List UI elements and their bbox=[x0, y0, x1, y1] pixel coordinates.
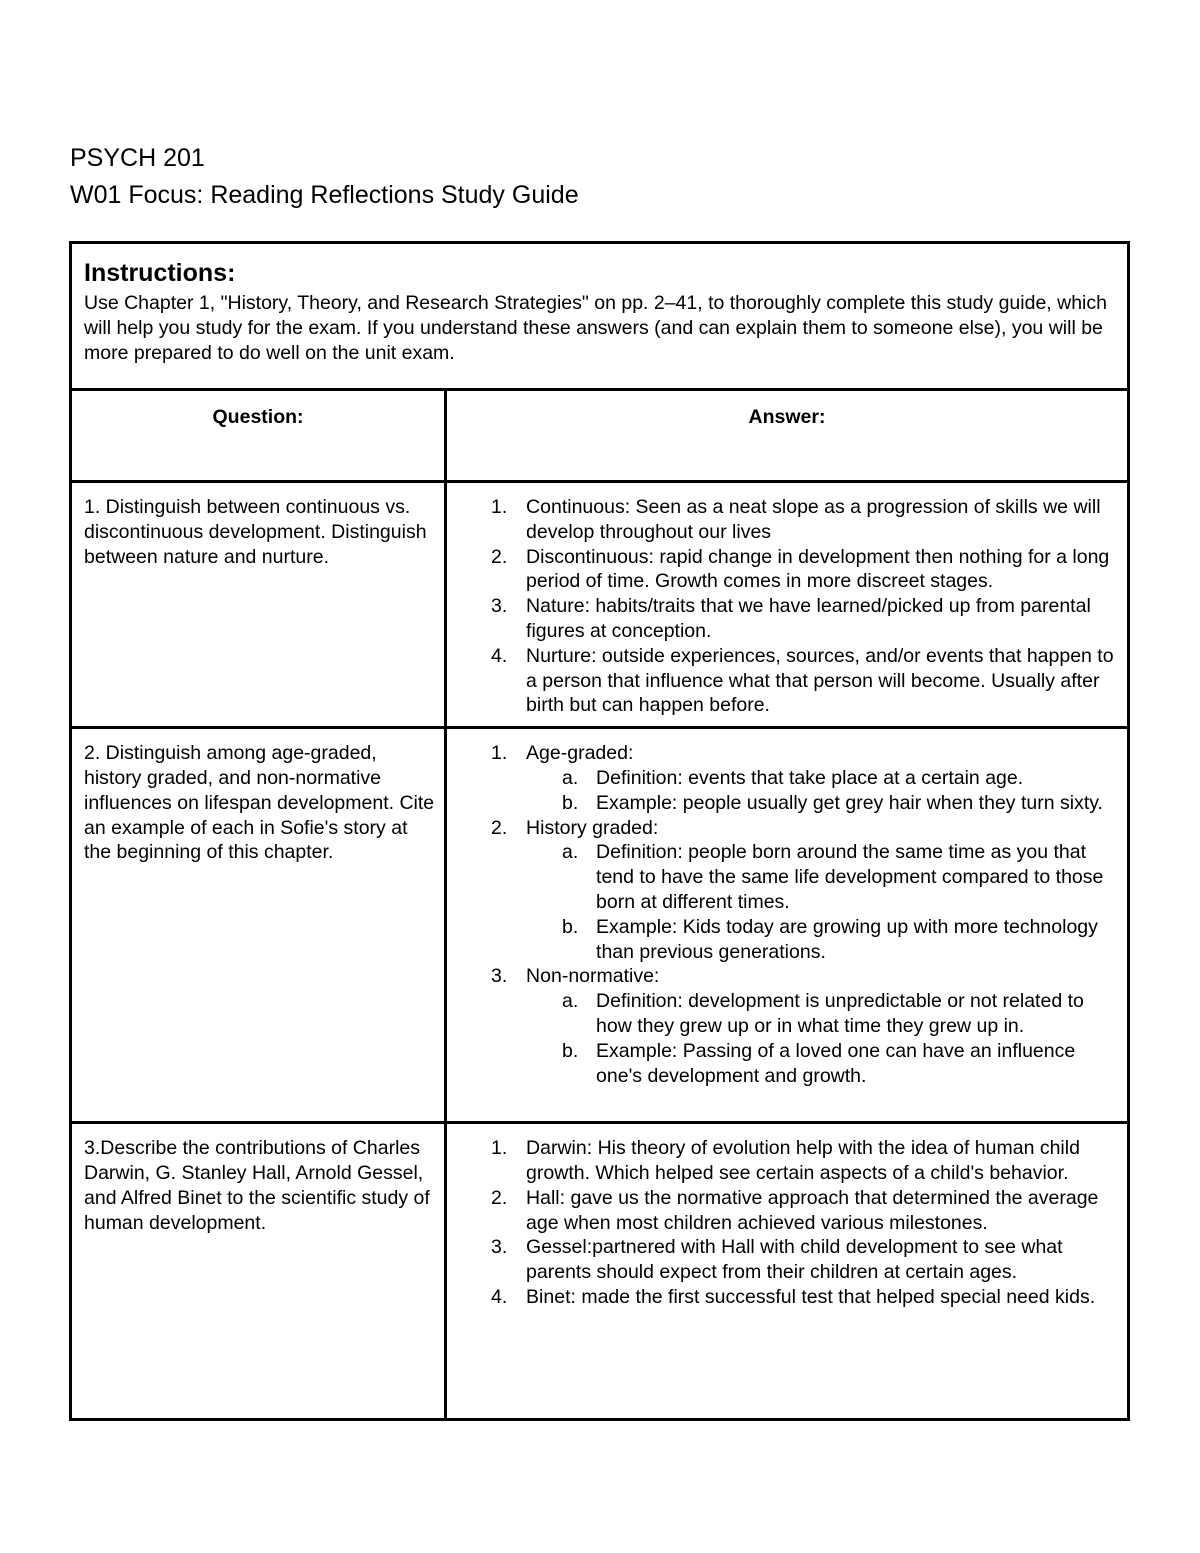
list-item bbox=[447, 495, 1121, 545]
sub-item-letter: a. bbox=[562, 766, 579, 789]
item-number: 1. bbox=[491, 496, 508, 518]
item-text: History graded: bbox=[526, 816, 659, 839]
answer-list bbox=[447, 1136, 1121, 1310]
item-text: Age-graded: bbox=[526, 742, 634, 765]
item-number: 4. bbox=[491, 1285, 508, 1308]
sub-list-item bbox=[526, 989, 1121, 1039]
answer-list bbox=[447, 741, 1121, 1088]
item-number: 1. bbox=[491, 1137, 508, 1160]
list-item bbox=[447, 741, 1121, 815]
question-cell: 3.Describe the contributions of Charles Darwin, G. Stanley Hall, Arnold Gessel, and Alfred Binet to the scientific study of human development. bbox=[71, 1123, 446, 1420]
item-number: 2. bbox=[491, 545, 508, 568]
sub-item-text: Definition: people born around the same time as you that tend to have the same life development compared to those born at different times. bbox=[596, 841, 1104, 913]
list-item bbox=[447, 644, 1121, 718]
table-row bbox=[71, 482, 1129, 728]
item-text: Hall: gave us the normative approach that determined the average age when most children achieved various milestones. bbox=[526, 1186, 1099, 1234]
list-item bbox=[447, 1186, 1121, 1236]
sub-list bbox=[526, 989, 1121, 1088]
answer-cell bbox=[446, 482, 1129, 728]
instructions-row bbox=[71, 243, 1129, 390]
sub-list-item bbox=[526, 840, 1121, 914]
item-number: 3. bbox=[491, 965, 508, 988]
question-cell: 2. Distinguish among age-graded, history graded, and non-normative influences on lifespan development. Cite an example of each in Sofie's story at the beginning of this chapter. bbox=[71, 728, 446, 1123]
sub-list-item bbox=[526, 915, 1121, 965]
study-guide-table bbox=[69, 241, 1130, 1421]
item-text: Nurture: outside experiences, sources, and/or events that happen to a person that influence what that person will become. Usually after birth but can happen before. bbox=[526, 644, 1114, 717]
table-row bbox=[71, 1123, 1129, 1420]
item-number: 3. bbox=[491, 595, 508, 618]
item-text: Gessel:partnered with Hall with child development to see what parents should expect from their children at certain ages. bbox=[526, 1236, 1063, 1284]
item-text: Binet: made the first successful test that helped special need kids. bbox=[526, 1285, 1096, 1308]
item-text: Nature: habits/traits that we have learned/picked up from parental figures at conception. bbox=[526, 595, 1091, 642]
instructions-text: Use Chapter 1, "History, Theory, and Research Strategies" on pp. 2–41, to thoroughly complete this study guide, which will help you study for the exam. If you understand these answers (and can explain them to someone else), you will be more prepared to do well on the unit exam. bbox=[84, 292, 1107, 364]
instructions-heading: Instructions: bbox=[84, 259, 236, 287]
item-text: Continuous: Seen as a neat slope as a progression of skills we will develop throughout our lives bbox=[526, 496, 1101, 543]
sub-item-text: Example: Passing of a loved one can have an influence one's development and growth. bbox=[596, 1039, 1076, 1087]
item-number: 1. bbox=[491, 742, 508, 765]
table-row bbox=[71, 728, 1129, 1123]
list-item bbox=[447, 816, 1121, 965]
sub-item-letter: a. bbox=[562, 990, 579, 1013]
instructions-cell bbox=[71, 243, 1129, 390]
answer-column-header: Answer: bbox=[446, 390, 1129, 482]
item-text: Discontinuous: rapid change in development then nothing for a long period of time. Growth comes in more discreet stages. bbox=[526, 545, 1110, 593]
item-text: Non-normative: bbox=[526, 965, 660, 988]
sub-list-item bbox=[526, 766, 1121, 791]
question-cell: 1. Distinguish between continuous vs. discontinuous development. Distinguish between nature and nurture. bbox=[71, 482, 446, 728]
sub-list bbox=[526, 840, 1121, 964]
sub-item-text: Example: people usually get grey hair when they turn sixty. bbox=[596, 791, 1103, 814]
document-header bbox=[70, 140, 579, 214]
list-item bbox=[447, 545, 1121, 595]
column-header-row bbox=[71, 390, 1129, 482]
sub-item-letter: b. bbox=[562, 915, 579, 938]
sub-item-text: Example: Kids today are growing up with more technology than previous generations. bbox=[596, 915, 1098, 963]
sub-item-letter: b. bbox=[562, 1039, 579, 1062]
item-number: 3. bbox=[491, 1236, 508, 1259]
answer-list bbox=[447, 495, 1121, 718]
document-title: W01 Focus: Reading Reflections Study Guide bbox=[70, 181, 579, 209]
course-code: PSYCH 201 bbox=[70, 144, 205, 172]
sub-item-text: Definition: development is unpredictable or not related to how they grew up or in what time they grew up in. bbox=[596, 990, 1084, 1037]
sub-list bbox=[526, 766, 1121, 816]
list-item bbox=[447, 1136, 1121, 1186]
sub-list-item bbox=[526, 1039, 1121, 1089]
sub-item-text: Definition: events that take place at a certain age. bbox=[596, 766, 1024, 789]
sub-item-letter: b. bbox=[562, 791, 579, 814]
sub-list-item bbox=[526, 791, 1121, 816]
list-item bbox=[447, 1235, 1121, 1285]
question-column-header: Question: bbox=[71, 390, 446, 482]
list-item bbox=[447, 964, 1121, 1088]
item-number: 4. bbox=[491, 644, 508, 667]
list-item bbox=[447, 594, 1121, 644]
answer-cell bbox=[446, 1123, 1129, 1420]
item-number: 2. bbox=[491, 1186, 508, 1209]
item-text: Darwin: His theory of evolution help with the idea of human child growth. Which helped see certain aspects of a child's behavior. bbox=[526, 1137, 1080, 1184]
item-number: 2. bbox=[491, 816, 508, 839]
sub-item-letter: a. bbox=[562, 841, 579, 864]
answer-cell bbox=[446, 728, 1129, 1123]
list-item bbox=[447, 1285, 1121, 1310]
